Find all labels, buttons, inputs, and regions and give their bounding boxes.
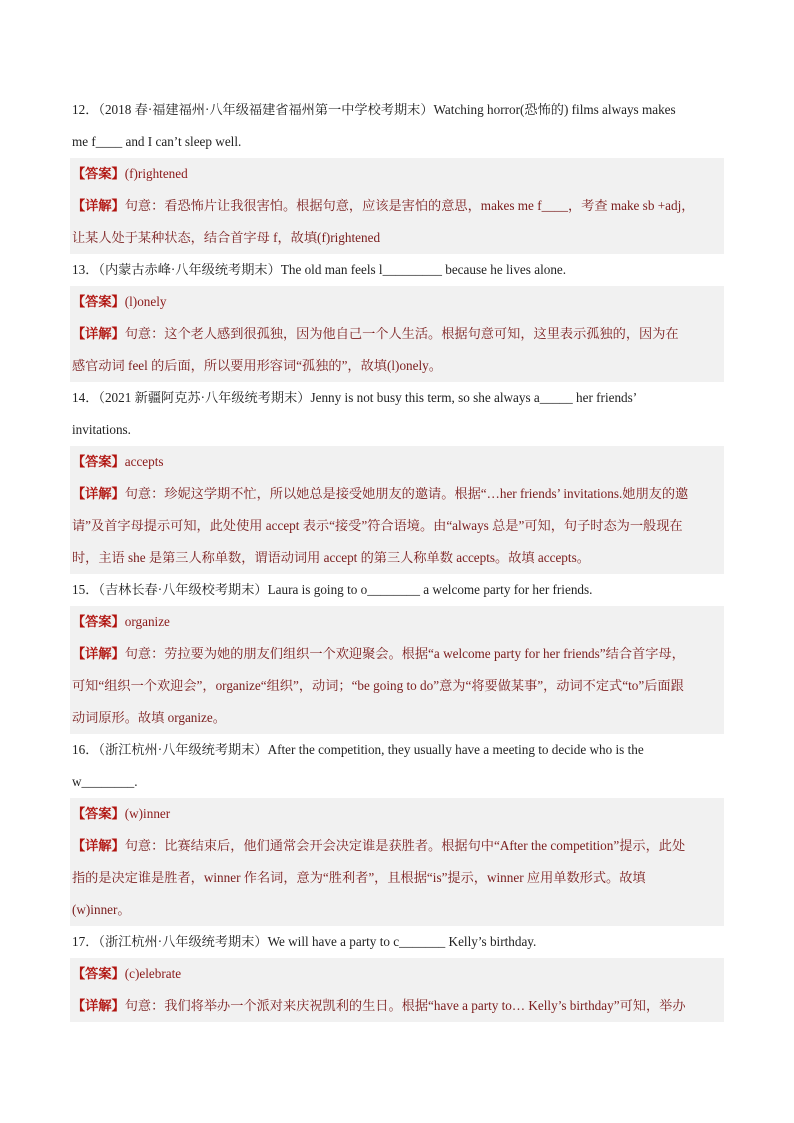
answer-block [70,158,724,254]
answer-line [72,958,724,990]
question-item [70,254,724,382]
explanation-text: 让某人处于某种状态，结合首字母 f，故填(f)rightened [72,230,381,245]
explanation-line [72,542,724,574]
explanation-text: 句意：我们将举办一个派对来庆祝凯利的生日。根据“have a party to… Kelly’s birthday”可知，举办 [124,998,686,1013]
question-text-line: 15．（吉林长春·八年级校考期末）Laura is going to o________ a welcome party for her friends. [72,582,593,597]
explanation-text: 指的是决定谁是胜者，winner 作名词，意为“胜利者”，且根据“is”提示，winner 应用单数形式。故填 [72,870,646,885]
explanation-tag: 【详解】 [72,326,125,341]
explanation-line [72,478,724,510]
question-text-line: 14．（2021 新疆阿克苏·八年级统考期末）Jenny is not busy this term, so she always a_____ her friends’ [72,390,638,405]
answer-line [72,158,724,190]
answer-tag: 【答案】 [72,166,125,181]
question-text-line: w________. [72,774,138,789]
question-text-line: 16．（浙江杭州·八年级统考期末）After the competition, they usually have a meeting to decide who is the [72,742,644,757]
explanation-line [72,638,724,670]
explanation-text: (w)inner。 [72,902,131,917]
explanation-line [72,222,724,254]
explanation-tag: 【详解】 [72,998,125,1013]
answer-tag: 【答案】 [72,806,125,821]
answer-tag: 【答案】 [72,614,125,629]
answer-block [70,798,724,926]
question-text-line: 17．（浙江杭州·八年级统考期末）We will have a party to c_______ Kelly’s birthday. [72,934,537,949]
question-item [70,734,724,926]
answer-block [70,958,724,1022]
answer-value: organize [124,614,170,629]
question-text-line: me f____ and I can’t sleep well. [72,134,242,149]
answer-line [72,446,724,478]
answer-block [70,446,724,574]
explanation-line [72,990,724,1022]
explanation-text: 感官动词 feel 的后面，所以要用形容词“孤独的”，故填(l)onely。 [72,358,442,373]
answer-block [70,286,724,382]
explanation-tag: 【详解】 [72,486,125,501]
question-item [70,382,724,574]
explanation-tag: 【详解】 [72,198,125,213]
answer-tag: 【答案】 [72,294,125,309]
answer-value: (c)elebrate [124,966,182,981]
answer-block [70,606,724,734]
explanation-text: 句意：劳拉要为她的朋友们组织一个欢迎聚会。根据“a welcome party for her friends”结合首字母， [124,646,685,661]
explanation-line [72,318,724,350]
answer-value: (w)inner [124,806,171,821]
explanation-text: 句意：这个老人感到很孤独，因为他自己一个人生活。根据句意可知，这里表示孤独的，因为在 [124,326,679,341]
question-item [70,94,724,254]
explanation-text: 句意：珍妮这学期不忙，所以她总是接受她朋友的邀请。根据“…her friends’ invitations.她朋友的邀 [124,486,689,501]
explanation-text: 请”及首字母提示可知，此处使用 accept 表示“接受”符合语境。由“always 总是”可知，句子时态为一般现在 [72,518,683,533]
explanation-line [72,702,724,734]
answer-line [72,286,724,318]
explanation-line [72,894,724,926]
question-text-line: invitations. [72,422,131,437]
question-text-line: 12．（2018 春·福建福州·八年级福建省福州第一中学校考期末）Watching horror(恐怖的) films always makes [72,102,676,117]
answer-value: (f)rightened [124,166,188,181]
explanation-text: 动词原形。故填 organize。 [72,710,226,725]
explanation-line [72,510,724,542]
answer-tag: 【答案】 [72,454,125,469]
explanation-tag: 【详解】 [72,838,125,853]
answer-line [72,606,724,638]
explanation-text: 时，主语 she 是第三人称单数，谓语动词用 accept 的第三人称单数 accepts。故填 accepts。 [72,550,590,565]
explanation-text: 可知“组织一个欢迎会”，organize“组织”，动词；“be going to do”意为“将要做某事”，动词不定式“to”后面跟 [72,678,684,693]
explanation-line [72,670,724,702]
question-item [70,926,724,1022]
explanation-line [72,830,724,862]
explanation-text: 句意：看恐怖片让我很害怕。根据句意，应该是害怕的意思，makes me f____，考查 make sb +adj， [124,198,695,213]
explanation-text: 句意：比赛结束后，他们通常会开会决定谁是获胜者。根据句中“After the competition”提示，此处 [124,838,686,853]
answer-value: (l)onely [124,294,167,309]
explanation-line [72,350,724,382]
question-text-line: 13．（内蒙古赤峰·八年级统考期末）The old man feels l_________ because he lives alone. [72,262,567,277]
explanation-line [72,862,724,894]
answer-value: accepts [124,454,164,469]
question-item [70,574,724,734]
explanation-line [72,190,724,222]
explanation-tag: 【详解】 [72,646,125,661]
question-list [70,94,724,1022]
answer-line [72,798,724,830]
answer-tag: 【答案】 [72,966,125,981]
